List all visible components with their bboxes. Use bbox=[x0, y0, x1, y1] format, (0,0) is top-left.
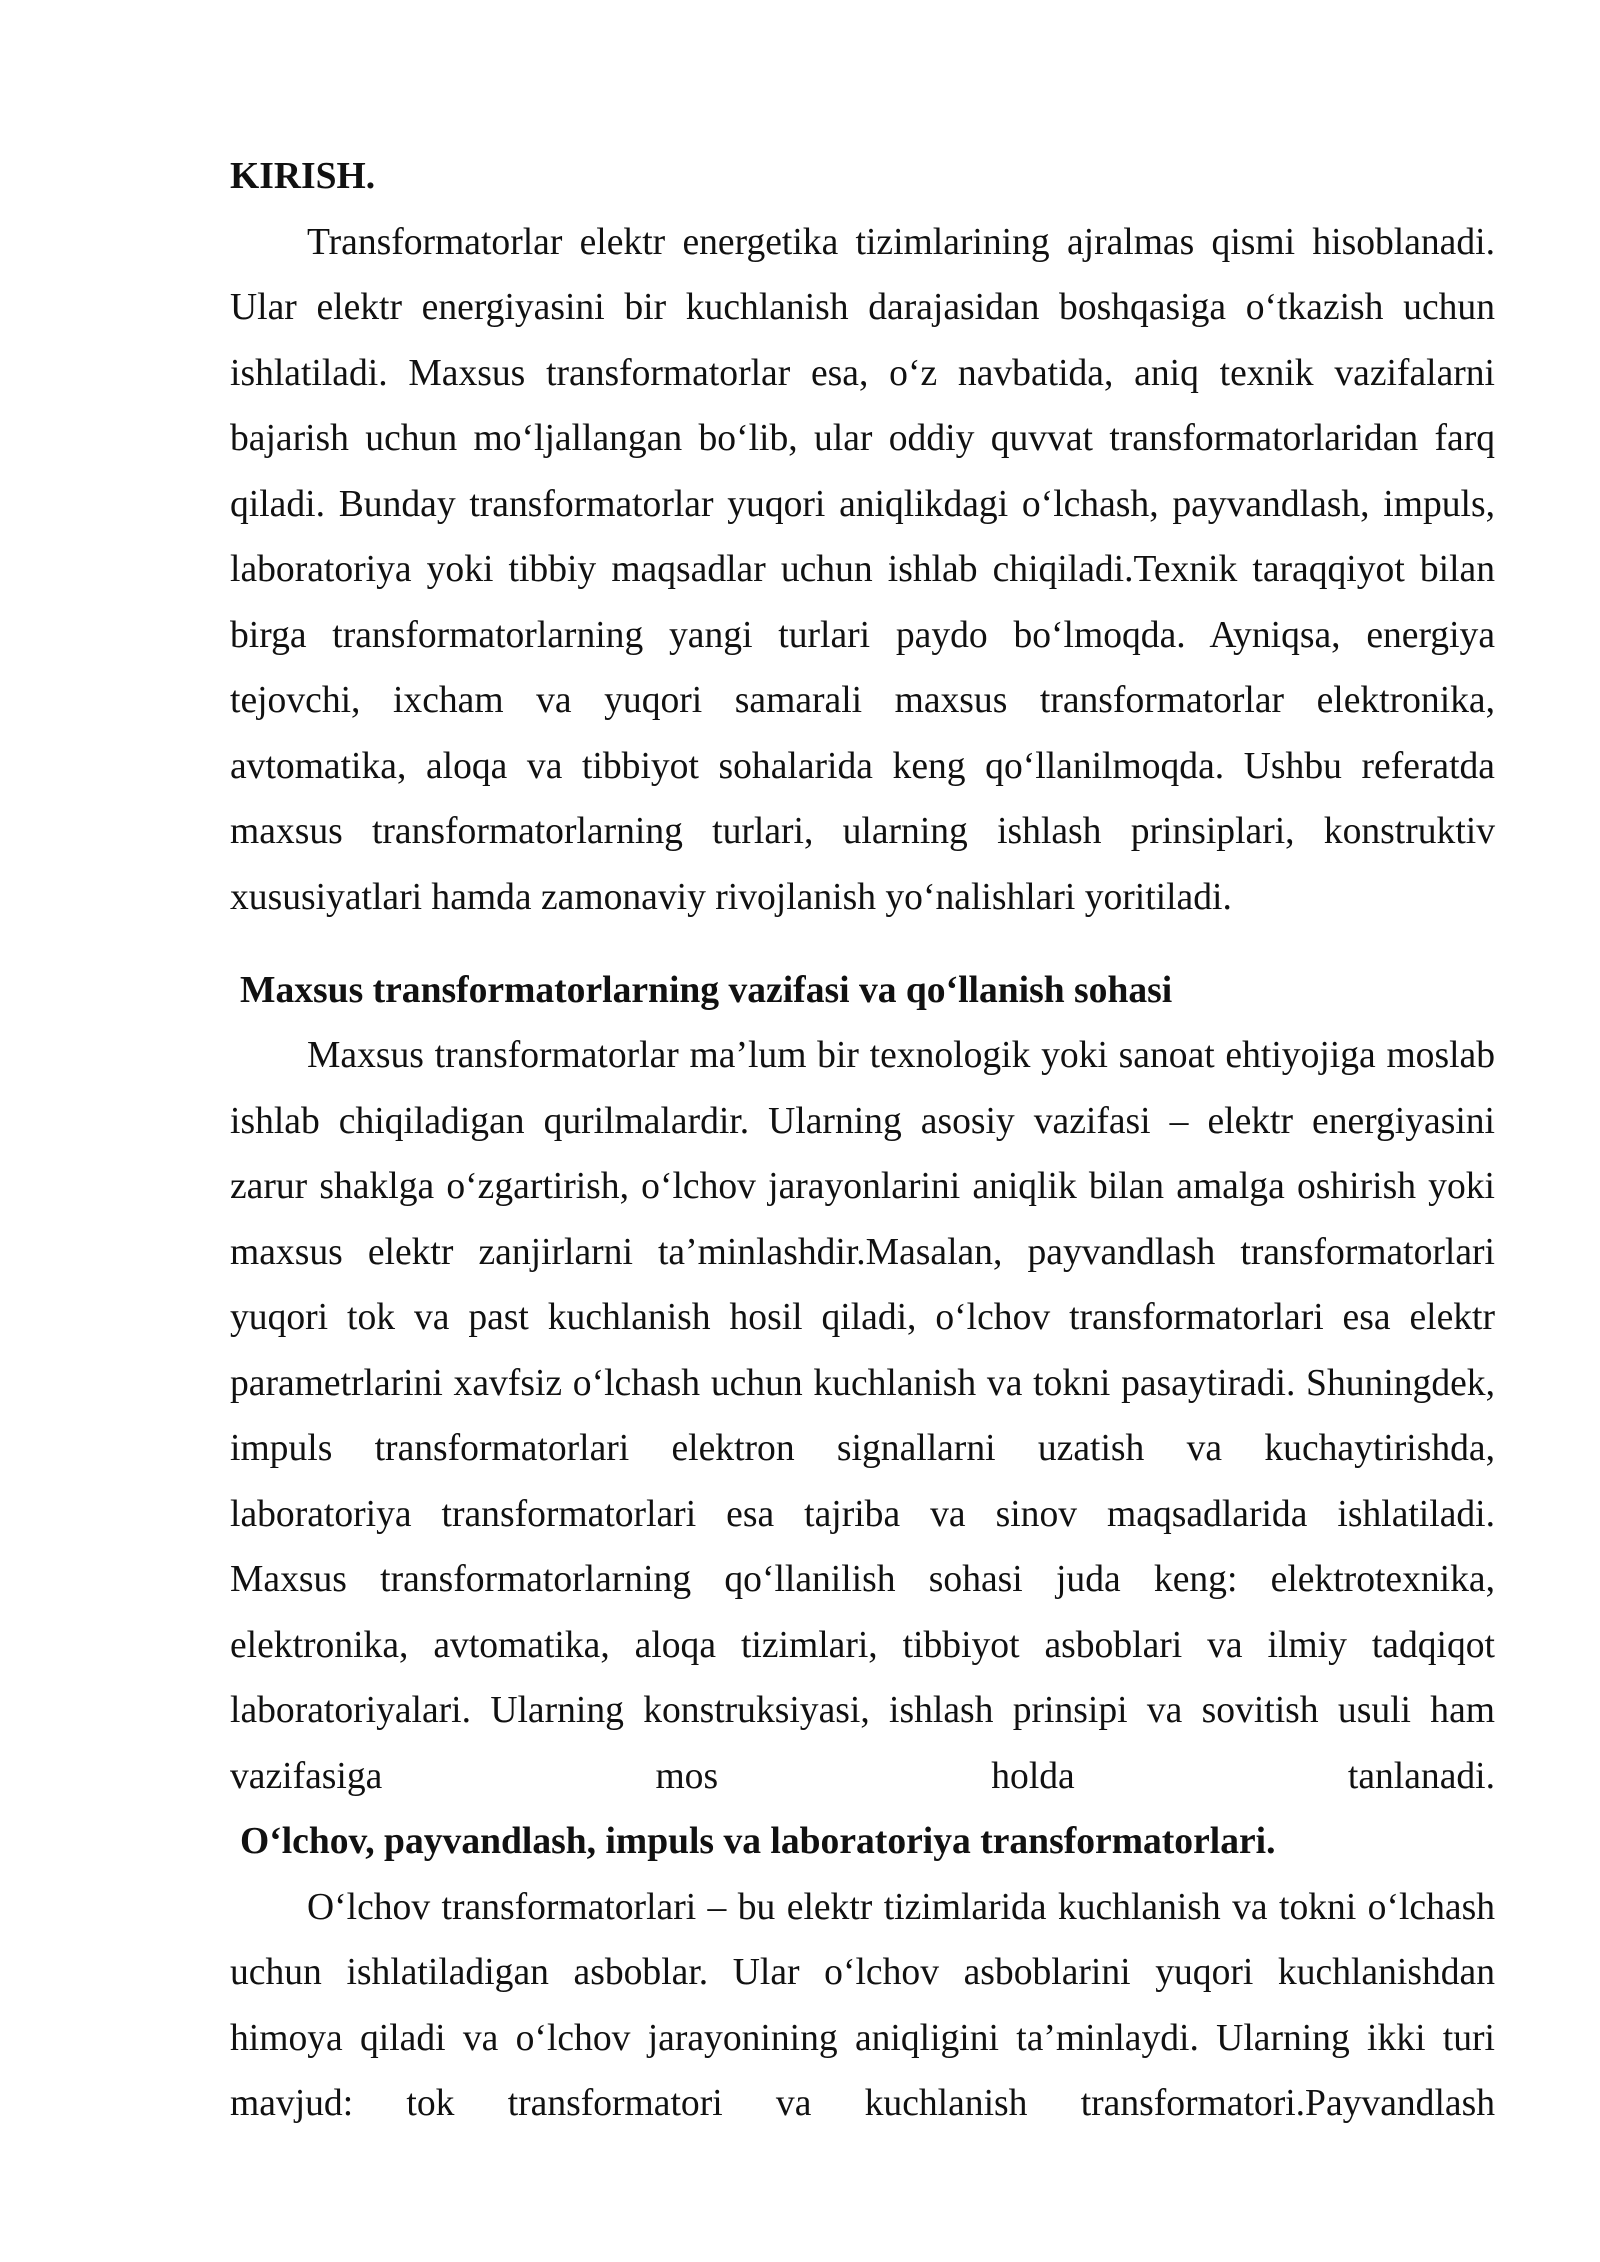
text-line: Ular elektr energiyasini bir kuchlanish darajasidan boshqasiga o‘tkazish uchun bbox=[230, 287, 1495, 328]
text-line: birga transformatorlarning yangi turlari paydo bo‘lmoqda. Ayniqsa, energiya bbox=[230, 614, 1495, 656]
text-line: impuls transformatorlari elektron signallarni uzatish va kuchaytirishda, bbox=[230, 1428, 1495, 1469]
text-line: himoya qiladi va o‘lchov jarayonining aniqligini ta’minlaydi. Ularning ikki turi bbox=[230, 2017, 1495, 2059]
text-line: parametrlarini xavfsiz o‘lchash uchun kuchlanish va tokni pasaytiradi. Shuningdek, bbox=[230, 1362, 1495, 1404]
text-line: uchun ishlatiladigan asboblar. Ular o‘lchov asboblarini yuqori kuchlanishdan bbox=[230, 1952, 1495, 1993]
text-line: laboratoriyalari. Ularning konstruksiyasi, ishlash prinsipi va sovitish usuli ham bbox=[230, 1690, 1495, 1731]
text-line: laboratoriya yoki tibbiy maqsadlar uchun ishlab chiqiladi.Texnik taraqqiyot bilan bbox=[230, 549, 1495, 590]
text-line: xususiyatlari hamda zamonaviy rivojlanish yo‘nalishlari yoritiladi. bbox=[230, 876, 1232, 918]
text-line: tejovchi, ixcham va yuqori samarali maxsus transformatorlar elektronika, bbox=[230, 680, 1495, 721]
text-line: laboratoriya transformatorlari esa tajriba va sinov maqsadlarida ishlatiladi. bbox=[230, 1493, 1495, 1535]
paragraph-measurement bbox=[230, 1875, 1495, 2137]
text-line: Transformatorlar elektr energetika tizimlarining ajralmas qismi hisoblanadi. bbox=[307, 221, 1495, 263]
section-heading: O‘lchov, payvandlash, impuls va laboratoriya transformatorlari. bbox=[240, 1821, 1276, 1862]
text-line: yuqori tok va past kuchlanish hosil qiladi, o‘lchov transformatorlari esa elektr bbox=[230, 1297, 1495, 1338]
text-line: avtomatika, aloqa va tibbiyot sohalarida keng qo‘llanilmoqda. Ushbu referatda bbox=[230, 745, 1495, 787]
text-line: O‘lchov transformatorlari – bu elektr tizimlarida kuchlanish va tokni o‘lchash bbox=[307, 1886, 1495, 1928]
text-line: qiladi. Bunday transformatorlar yuqori aniqlikdagi o‘lchash, payvandlash, impuls, bbox=[230, 483, 1495, 525]
document-title: KIRISH. bbox=[230, 156, 376, 197]
text-line: mavjud: tok transformatori va kuchlanish transformatori.Payvandlash bbox=[230, 2083, 1495, 2124]
text-line: ishlatiladi. Maxsus transformatorlar esa, o‘z navbatida, aniq texnik vazifalarni bbox=[230, 352, 1495, 394]
paragraph-purpose bbox=[230, 1023, 1495, 1809]
text-line: ishlab chiqiladigan qurilmalardir. Ularning asosiy vazifasi – elektr energiyasini bbox=[230, 1100, 1495, 1142]
text-line: vazifasiga mos holda tanlanadi. bbox=[230, 1755, 1495, 1797]
paragraph-introduction bbox=[230, 210, 1495, 931]
text-line: zarur shaklga o‘zgartirish, o‘lchov jarayonlarini aniqlik bilan amalga oshirish yoki bbox=[230, 1166, 1495, 1207]
text-line: maxsus elektr zanjirlarni ta’minlashdir.Masalan, payvandlash transformatorlari bbox=[230, 1231, 1495, 1273]
text-line: Maxsus transformatorlarning qo‘llanilish sohasi juda keng: elektrotexnika, bbox=[230, 1559, 1495, 1600]
text-line: bajarish uchun mo‘ljallangan bo‘lib, ular oddiy quvvat transformatorlaridan farq bbox=[230, 418, 1495, 459]
text-line: elektronika, avtomatika, aloqa tizimlari, tibbiyot asboblari va ilmiy tadqiqot bbox=[230, 1624, 1495, 1666]
text-line: maxsus transformatorlarning turlari, ularning ishlash prinsiplari, konstruktiv bbox=[230, 811, 1495, 852]
section-heading: Maxsus transformatorlarning vazifasi va qo‘llanish sohasi bbox=[240, 969, 1173, 1011]
text-line: Maxsus transformatorlar ma’lum bir texnologik yoki sanoat ehtiyojiga moslab bbox=[307, 1035, 1495, 1076]
document-body bbox=[230, 144, 1495, 2137]
